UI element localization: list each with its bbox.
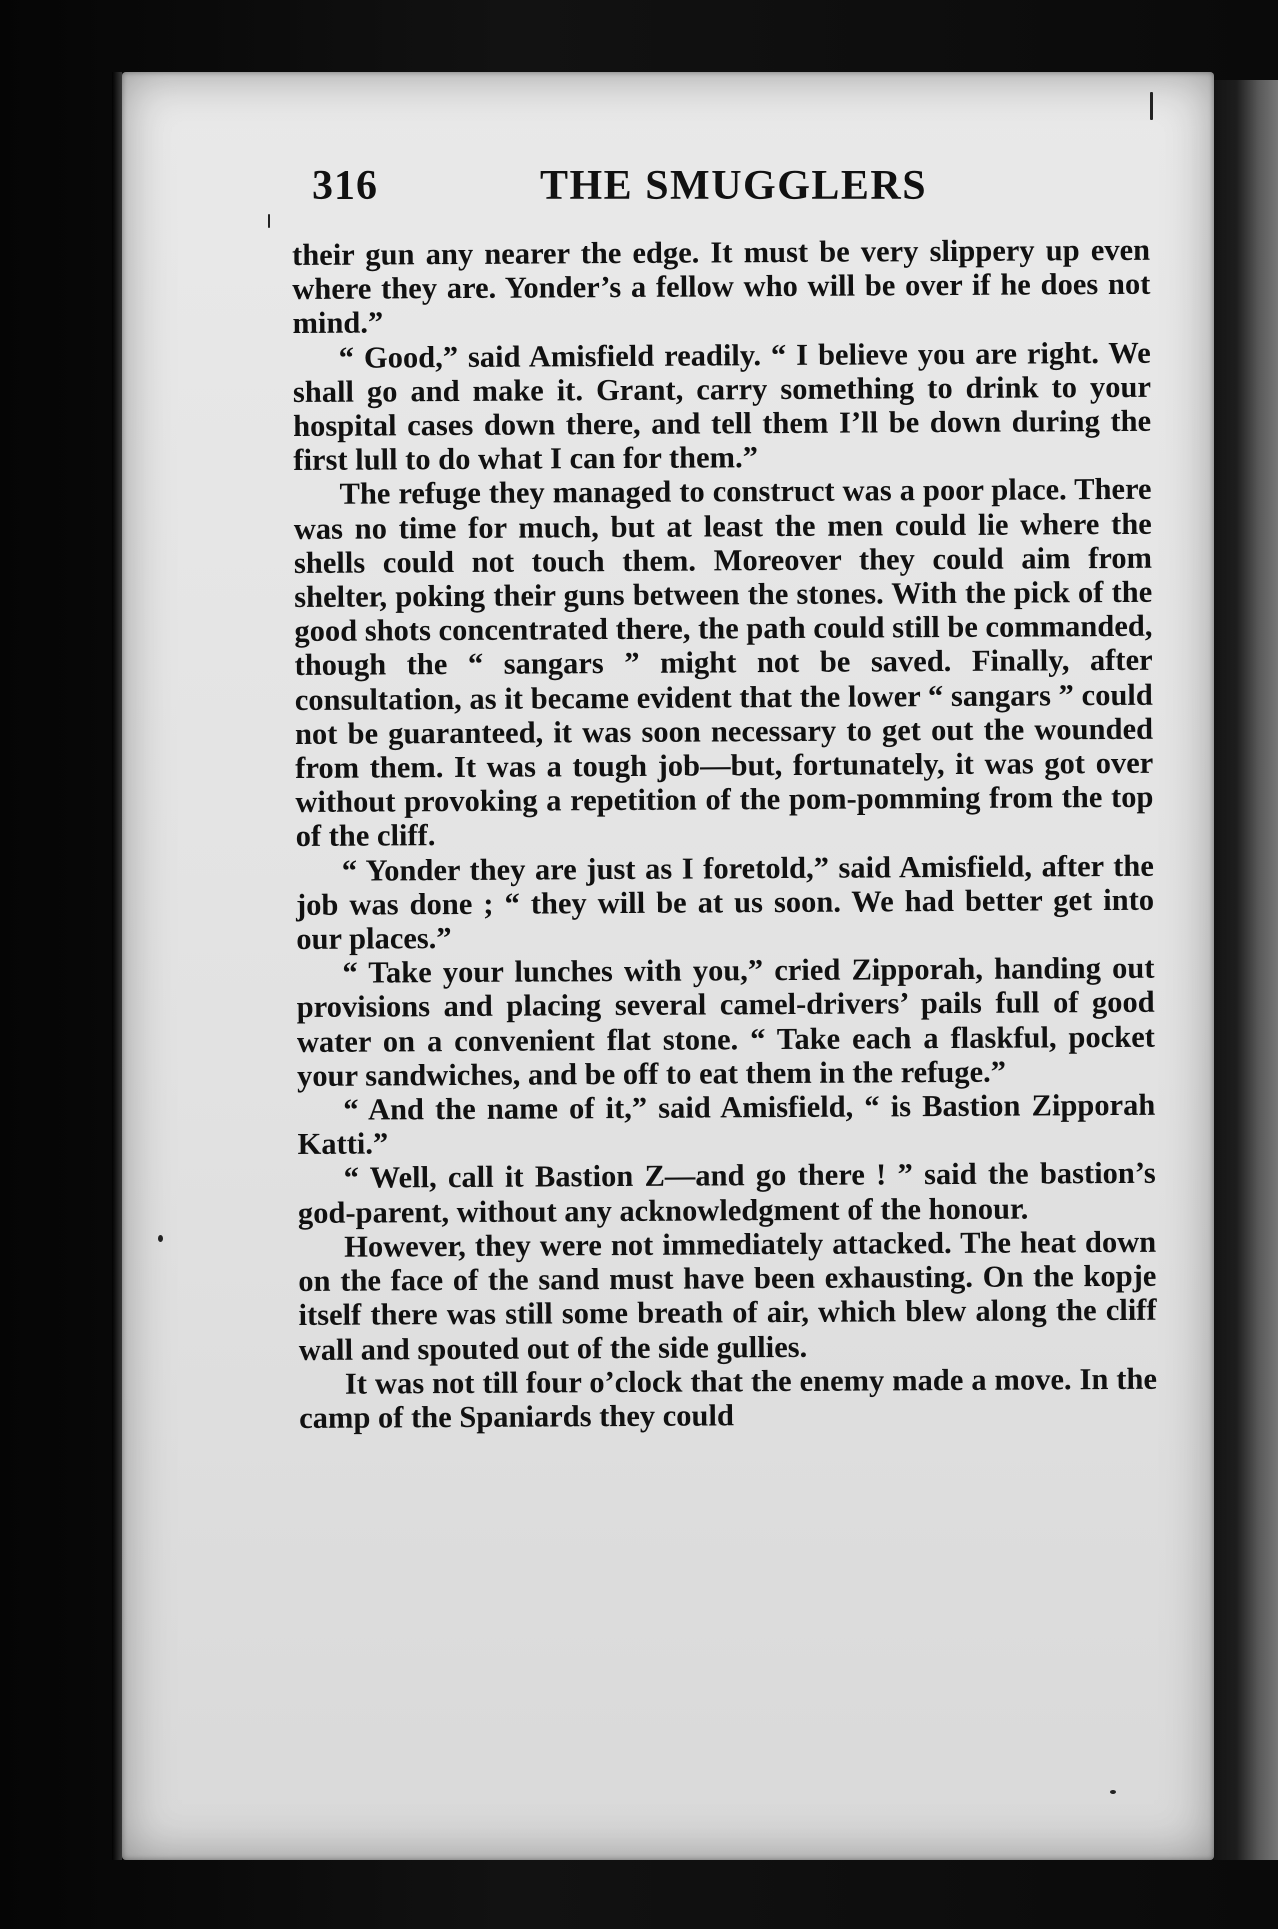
paragraph: However, they were not immediately attacked. The heat down on the face of the sand must have been exhausting. On the kopje itself there was still some breath of air, which blew along the cliff wall and spouted out of the side gullies. [298, 1224, 1157, 1367]
paragraph: “ Well, call it Bastion Z—and go there ! ” said the bastion’s god-parent, without any acknowledgment of the honour. [297, 1156, 1156, 1230]
paragraph: “ Take your lunches with you,” cried Zipporah, handing out provisions and placing several camel-drivers’ pails full of good water on a convenient flat stone. “ Take each a flaskful, pocket your sandwiches, and be off to eat them in the refuge.” [296, 951, 1155, 1093]
paragraph: It was not till four o’clock that the enemy made a move. In the camp of the Spaniards they could [299, 1361, 1158, 1435]
dust-speck [268, 214, 270, 228]
paragraph: their gun any nearer the edge. It must be very slippery up even where they are. Yonder’s a fellow who will be over if he does not mind.” [292, 232, 1151, 341]
dust-speck [1110, 1790, 1116, 1794]
dust-speck [158, 1235, 163, 1242]
body-text [292, 233, 1157, 1435]
running-title: THE SMUGGLERS [540, 163, 928, 209]
paragraph: The refuge they managed to construct was a poor place. There was no time for much, but at least the men could lie where the shells could not touch them. Moreover they could aim from shelter, poking their guns between the stones. With the pick of the good shots concentrated there, the path could still be commanded, though the “ sangars ” might not be saved. Finally, after consultation, as it became evident that the lower “ sangars ” could not be guaranteed, it was soon necessary to get out the wounded from them. It was a tough job—but, fortunately, it was got over without provoking a repetition of the pom-pomming from the top of the cliff. [293, 472, 1154, 854]
page-left-shadow [112, 72, 122, 1860]
adjacent-page-edge [1214, 80, 1278, 1860]
dust-speck [1150, 92, 1153, 120]
page-header [312, 162, 952, 222]
paragraph: “ Yonder they are just as I foretold,” said Amisfield, after the job was done ; “ they will be at us soon. We had better get into our places.” [295, 848, 1155, 957]
paragraph: “ And the name of it,” said Amisfield, “ is Bastion Zipporah Katti.” [297, 1087, 1156, 1162]
paragraph: “ Good,” said Amisfield readily. “ I believe you are right. We shall go and make it. Grant, carry something to drink to your hospital cases down there, and tell them I’ll be down during the first lull to do what I can for them.” [292, 335, 1152, 478]
page-number: 316 [312, 163, 378, 209]
